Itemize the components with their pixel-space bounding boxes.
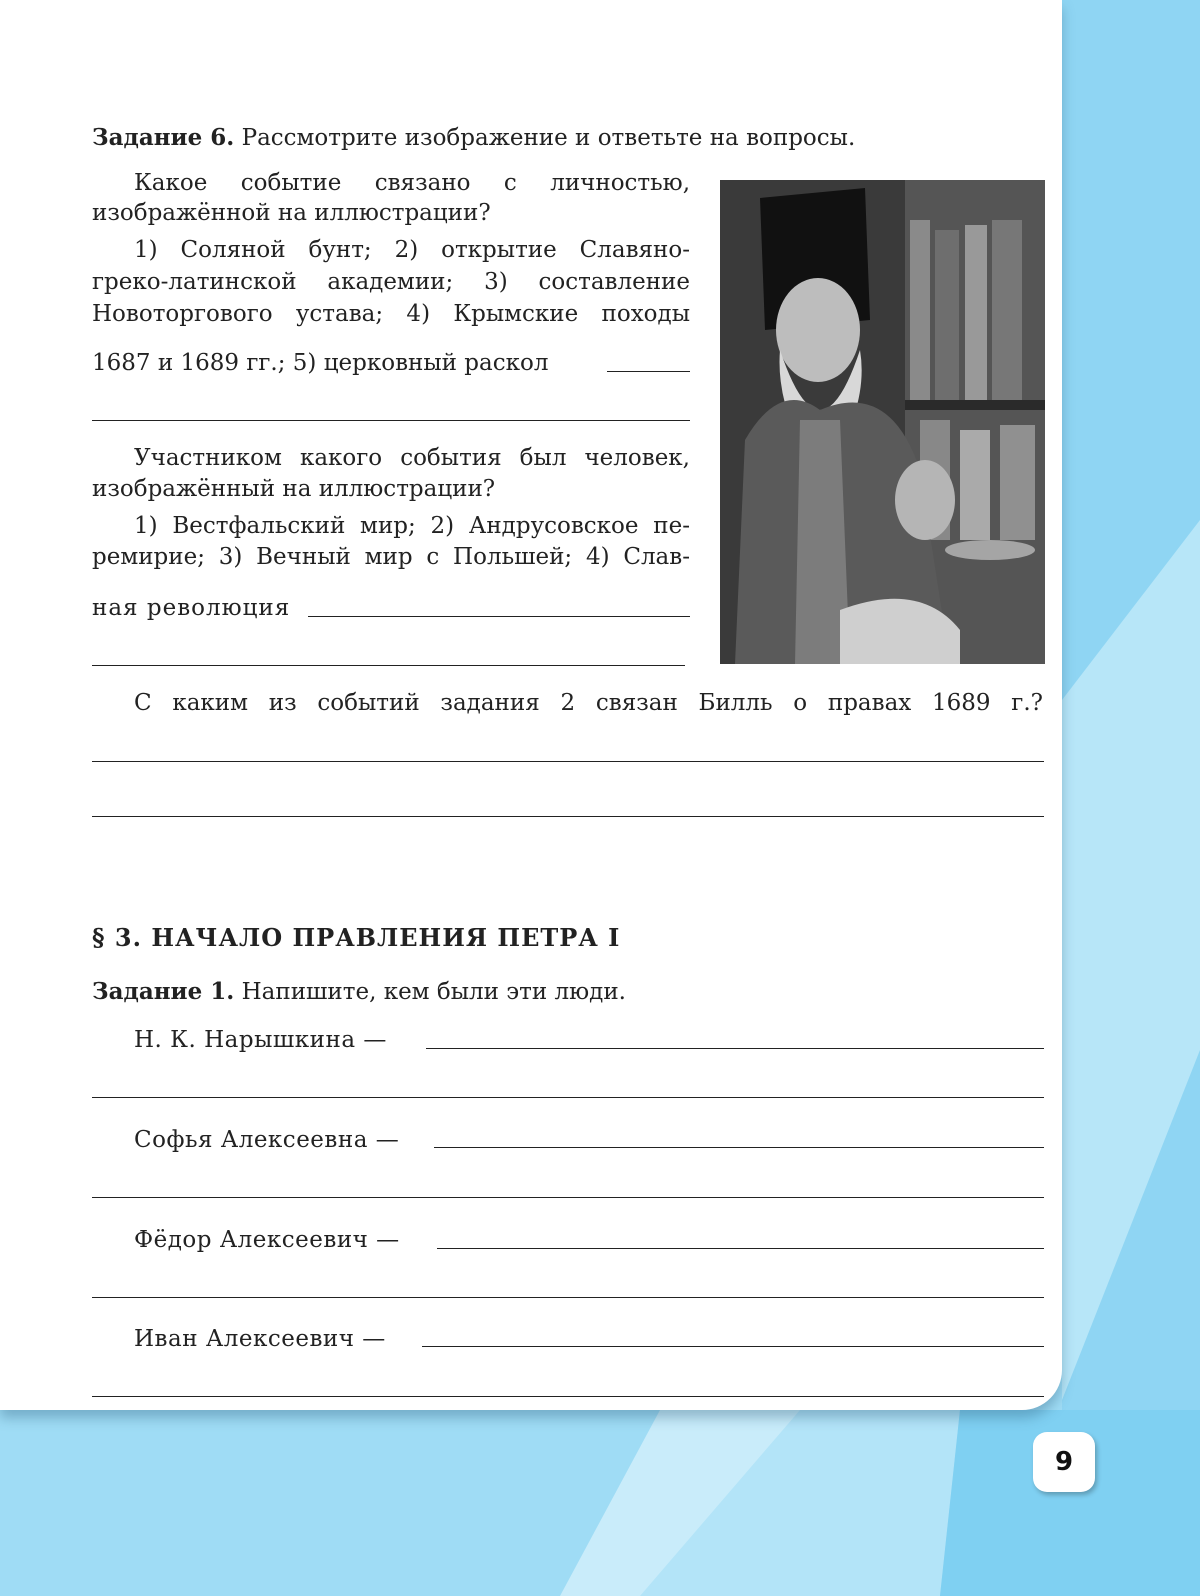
task6-label: Задание 6.: [92, 124, 235, 151]
answer-line[interactable]: [422, 1346, 1044, 1347]
question-2-options: 1) Вестфальский мир; 2) Андрусовское пе-: [134, 513, 690, 539]
question-1-options: 1687 и 1689 гг.; 5) церковный раскол: [92, 350, 549, 376]
question-2-options: ремирие; 3) Вечный мир с Польшей; 4) Слав-: [92, 544, 690, 570]
task1-label: Задание 1.: [92, 978, 235, 1005]
task1-text: Напишите, кем были эти люди.: [241, 979, 626, 1005]
section-heading: § 3. НАЧАЛО ПРАВЛЕНИЯ ПЕТРА I: [92, 923, 621, 952]
page-number: 9: [1033, 1432, 1095, 1492]
answer-line[interactable]: [308, 616, 690, 617]
question-1-text: Какое событие связано с личностью,: [134, 170, 690, 196]
person-label: Иван Алексеевич —: [134, 1326, 386, 1352]
question-1-options: греко-латинской академии; 3) составление: [92, 269, 690, 295]
answer-line[interactable]: [434, 1147, 1044, 1148]
question-1-text: изображённой на иллюстрации?: [92, 200, 491, 226]
answer-line[interactable]: [92, 1197, 1044, 1198]
answer-line[interactable]: [92, 1097, 1044, 1098]
answer-line[interactable]: [92, 816, 1044, 817]
answer-line[interactable]: [92, 1297, 1044, 1298]
answer-line[interactable]: [607, 371, 690, 372]
question-1-options: Новоторгового устава; 4) Крымские походы: [92, 301, 690, 327]
person-label: Фёдор Алексеевич —: [134, 1227, 400, 1253]
answer-line[interactable]: [92, 1396, 1044, 1397]
answer-line[interactable]: [426, 1048, 1044, 1049]
question-3-text: С каким из событий задания 2 связан Билль о правах 1689 г.?: [134, 690, 1043, 716]
question-2-options: ная революция: [92, 595, 291, 621]
person-label: Софья Алексеевна —: [134, 1127, 400, 1153]
person-label: Н. К. Нарышкина —: [134, 1027, 387, 1053]
answer-line[interactable]: [437, 1248, 1044, 1249]
answer-line[interactable]: [92, 761, 1044, 762]
portrait-illustration: [720, 180, 1045, 664]
answer-line[interactable]: [92, 665, 685, 666]
question-2-text: Участником какого события был человек,: [134, 445, 690, 471]
question-1-options: 1) Соляной бунт; 2) открытие Славяно-: [134, 237, 690, 263]
question-2-text: изображённый на иллюстрации?: [92, 476, 496, 502]
task6-intro: Рассмотрите изображение и ответьте на вопросы.: [241, 125, 856, 151]
answer-line[interactable]: [92, 420, 690, 421]
task6-title: [92, 123, 855, 153]
